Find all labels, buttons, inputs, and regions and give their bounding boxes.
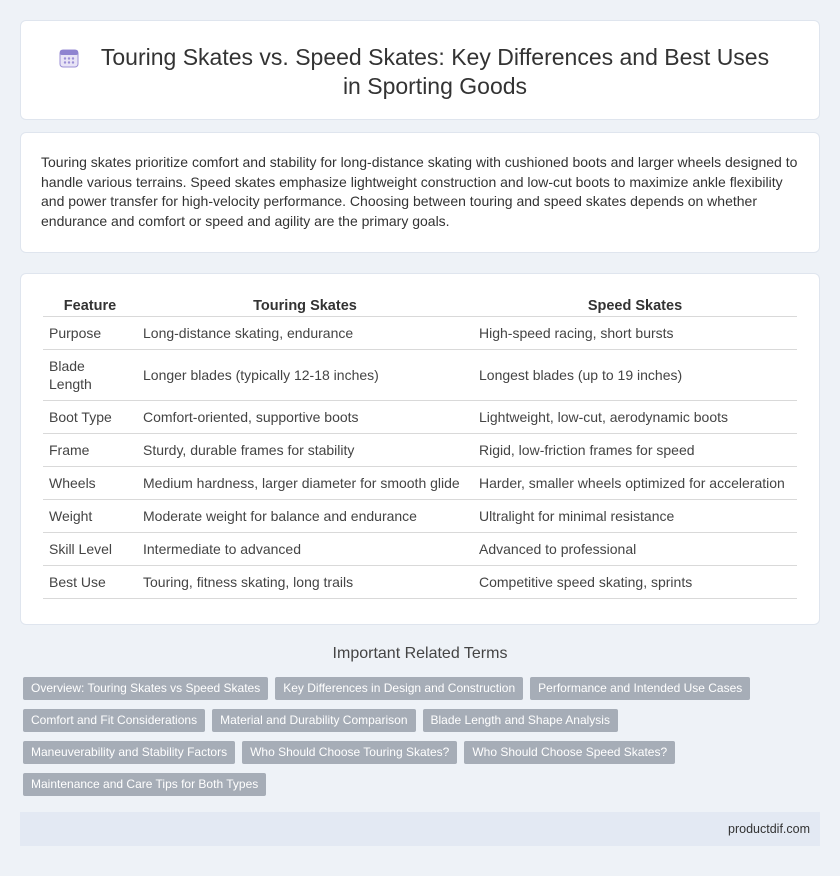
- row-speed-cell: Advanced to professional: [473, 533, 797, 566]
- table-row: [43, 401, 797, 434]
- row-touring-cell: Comfort-oriented, supportive boots: [137, 401, 473, 434]
- comparison-table: [43, 294, 797, 599]
- row-speed-cell: High-speed racing, short bursts: [473, 317, 797, 350]
- column-header-speed: Speed Skates: [473, 294, 797, 317]
- row-touring-cell: Longer blades (typically 12-18 inches): [137, 350, 473, 401]
- related-term-tag[interactable]: Who Should Choose Touring Skates?: [242, 741, 457, 764]
- row-feature-cell: Weight: [43, 500, 137, 533]
- table-row: [43, 566, 797, 599]
- row-speed-cell: Rigid, low-friction frames for speed: [473, 434, 797, 467]
- row-feature-cell: Skill Level: [43, 533, 137, 566]
- row-touring-cell: Sturdy, durable frames for stability: [137, 434, 473, 467]
- related-term-tag[interactable]: Overview: Touring Skates vs Speed Skates: [23, 677, 268, 700]
- row-speed-cell: Competitive speed skating, sprints: [473, 566, 797, 599]
- row-feature-cell: Boot Type: [43, 401, 137, 434]
- row-touring-cell: Moderate weight for balance and endurance: [137, 500, 473, 533]
- title-card: [20, 20, 820, 120]
- intro-card: [20, 132, 820, 253]
- table-row: [43, 533, 797, 566]
- footer-bar: [20, 812, 820, 846]
- table-row: [43, 350, 797, 401]
- footer-site-name[interactable]: productdif.com: [728, 822, 810, 836]
- row-feature-cell: Best Use: [43, 566, 137, 599]
- row-feature-cell: Frame: [43, 434, 137, 467]
- table-row: [43, 434, 797, 467]
- related-term-tag[interactable]: Key Differences in Design and Construction: [275, 677, 523, 700]
- row-feature-cell: Blade Length: [43, 350, 137, 401]
- related-term-tag[interactable]: Performance and Intended Use Cases: [530, 677, 750, 700]
- table-row: [43, 467, 797, 500]
- row-feature-cell: Wheels: [43, 467, 137, 500]
- related-term-tag[interactable]: Maintenance and Care Tips for Both Types: [23, 773, 266, 796]
- row-touring-cell: Touring, fitness skating, long trails: [137, 566, 473, 599]
- row-speed-cell: Ultralight for minimal resistance: [473, 500, 797, 533]
- row-touring-cell: Intermediate to advanced: [137, 533, 473, 566]
- column-header-touring: Touring Skates: [137, 294, 473, 317]
- row-touring-cell: Medium hardness, larger diameter for smooth glide: [137, 467, 473, 500]
- table-row: [43, 500, 797, 533]
- row-speed-cell: Longest blades (up to 19 inches): [473, 350, 797, 401]
- column-header-feature: Feature: [43, 294, 137, 317]
- related-terms-heading: Important Related Terms: [332, 645, 508, 662]
- related-term-tag[interactable]: Comfort and Fit Considerations: [23, 709, 205, 732]
- related-term-tag[interactable]: Maneuverability and Stability Factors: [23, 741, 235, 764]
- row-speed-cell: Harder, smaller wheels optimized for acceleration: [473, 467, 797, 500]
- comparison-table-card: [20, 273, 820, 625]
- related-term-tag[interactable]: Material and Durability Comparison: [212, 709, 415, 732]
- row-feature-cell: Purpose: [43, 317, 137, 350]
- row-speed-cell: Lightweight, low-cut, aerodynamic boots: [473, 401, 797, 434]
- table-row: [43, 317, 797, 350]
- related-term-tag[interactable]: Who Should Choose Speed Skates?: [464, 741, 675, 764]
- related-term-tag[interactable]: Blade Length and Shape Analysis: [423, 709, 618, 732]
- table-header-row: [43, 294, 797, 317]
- page-title: Touring Skates vs. Speed Skates: Key Differences and Best Uses in Sporting Goods: [100, 44, 770, 99]
- row-touring-cell: Long-distance skating, endurance: [137, 317, 473, 350]
- related-terms-list: [23, 677, 783, 796]
- intro-paragraph: Touring skates prioritize comfort and stability for long-distance skating with cushioned boots and larger wheels designed to handle various terrains. Speed skates emphasize lightweight construction and low-cut boots to maximize ankle flexibility and power transfer for high-velocity performance. Choosing between touring and speed skates depends on whether endurance and comfort or speed and agility are the primary goals.: [41, 154, 798, 229]
